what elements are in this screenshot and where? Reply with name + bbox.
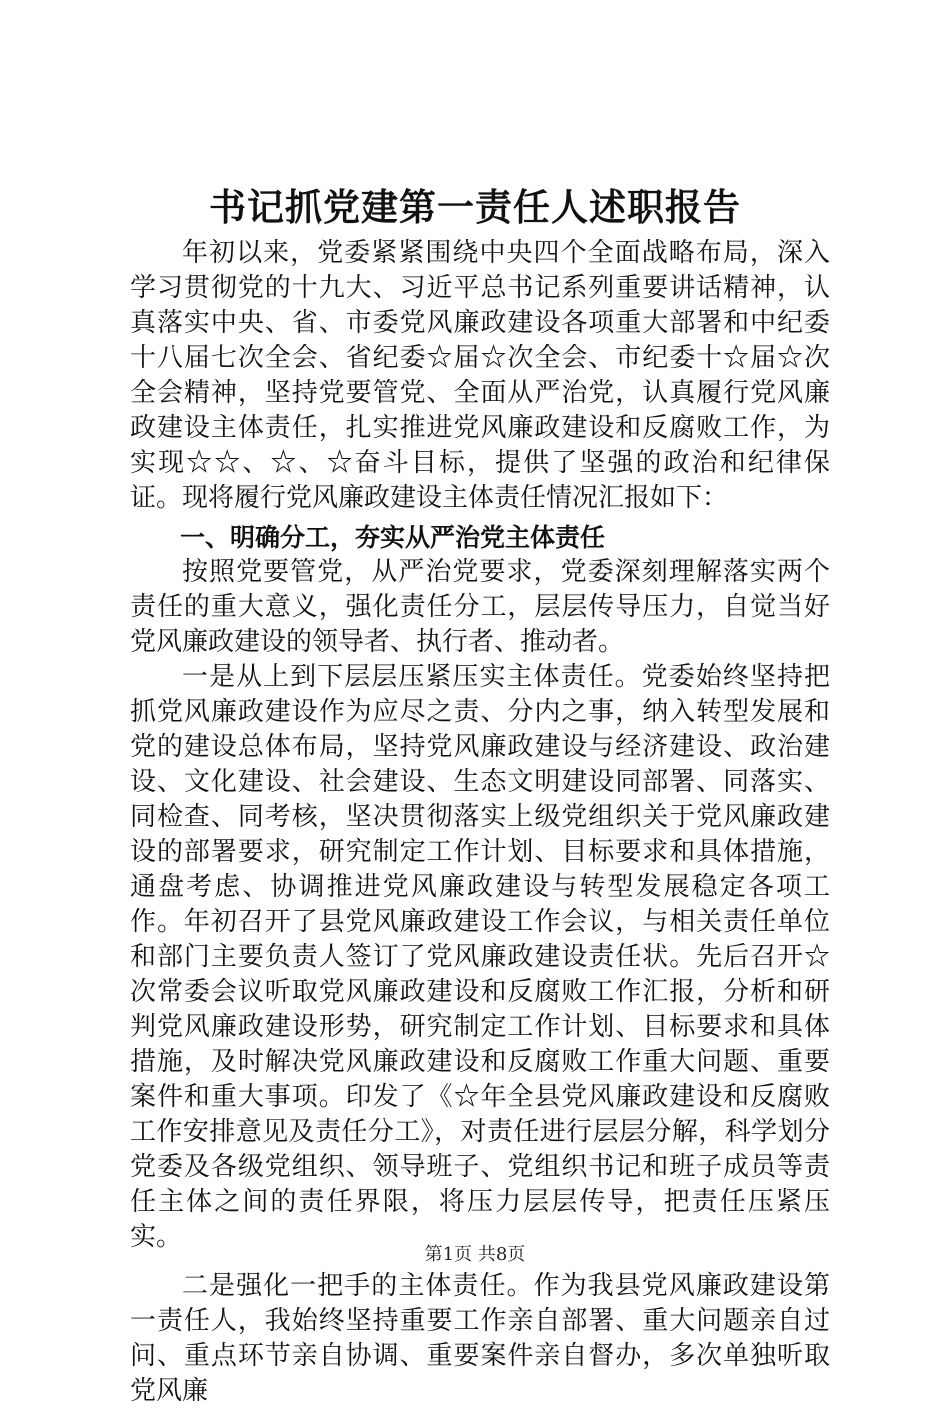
paragraph-point-2: 二是强化一把手的主体责任。作为我县党风廉政建设第一责任人，我始终坚持重要工作亲自部署、重大问题亲自过问、重点环节亲自协调、重要案件亲自督办，多次单独听取党风廉: [130, 1271, 830, 1406]
document-body: [130, 236, 830, 1409]
page-number-footer: 第1页 共8页: [424, 1244, 526, 1265]
paragraph-intro: 年初以来，党委紧紧围绕中央四个全面战略布局，深入学习贯彻党的十九大、习近平总书记系列重要讲话精神，认真落实中央、省、市委党风廉政建设各项重大部署和中纪委十八届七次全会、省纪委☆届☆次全会、市纪委十☆届☆次全会精神，坚持党要管党、全面从严治党，认真履行党风廉政建设主体责任，扎实推进党风廉政建设和反腐败工作，为实现☆☆、☆、☆奋斗目标，提供了坚强的政治和纪律保证。现将履行党风廉政建设主体责任情况汇报如下：: [130, 238, 830, 513]
paragraph-point-1: 一是从上到下层层压紧压实主体责任。党委始终坚持把抓党风廉政建设作为应尽之责、分内之事，纳入转型发展和党的建设总体布局，坚持党风廉政建设与经济建设、政治建设、文化建设、社会建设、生态文明建设同部署、同落实、同检查、同考核，坚决贯彻落实上级党组织关于党风廉政建设的部署要求，研究制定工作计划、目标要求和具体措施，通盘考虑、协调推进党风廉政建设与转型发展稳定各项工作。年初召开了县党风廉政建设工作会议，与相关责任单位和部门主要负责人签订了党风廉政建设责任状。先后召开☆次常委会议听取党风廉政建设和反腐败工作汇报，分析和研判党风廉政建设形势，研究制定工作计划、目标要求和具体措施，及时解决党风廉政建设和反腐败工作重大问题、重要案件和重大事项。印发了《☆年全县党风廉政建设和反腐败工作安排意见及责任分工》，对责任进行层层分解，科学划分党委及各级党组织、领导班子、党组织书记和班子成员等责任主体之间的责任界限，将压力层层传导，把责任压紧压实。: [130, 662, 830, 1252]
document-title: 书记抓党建第一责任人述职报告: [209, 185, 741, 229]
section-heading-1: 一、明确分工，夯实从严治党主体责任: [180, 523, 606, 552]
paragraph-section-1-intro: 按照党要管党，从严治党要求，党委深刻理解落实两个责任的重大意义，强化责任分工，层层传导压力，自觉当好党风廉政建设的领导者、执行者、推动者。: [130, 557, 830, 657]
